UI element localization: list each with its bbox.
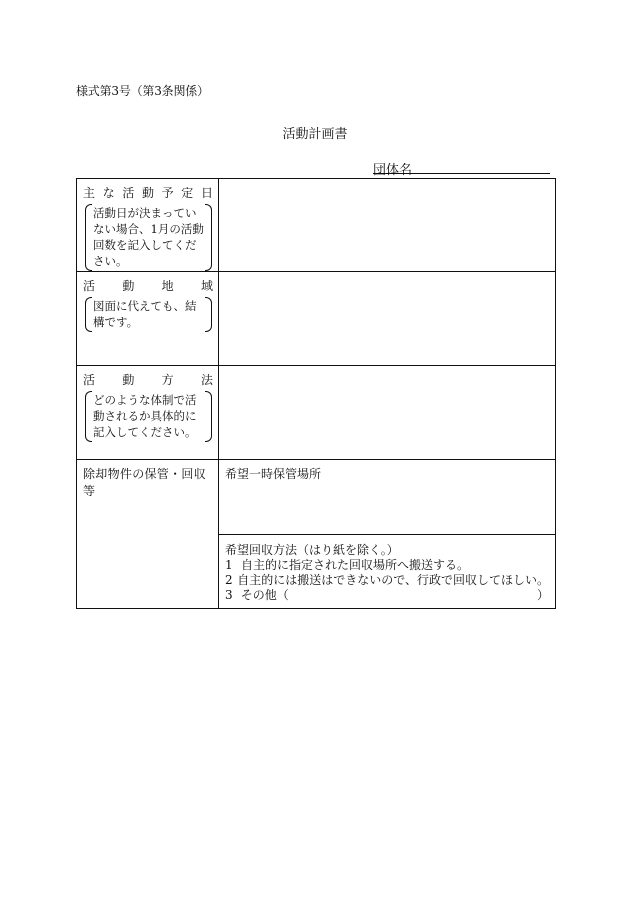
activity-dates-entry[interactable] <box>219 179 556 272</box>
collection-option-3[interactable] <box>225 588 549 603</box>
document-title: 活動計画書 <box>282 127 348 142</box>
storage-collection-label: 除却物件の保管・回収等 <box>83 467 207 498</box>
option-text: その他（ <box>240 588 289 602</box>
organization-name-line[interactable] <box>373 173 550 174</box>
collection-option-1[interactable] <box>225 558 549 573</box>
row-label-cell <box>77 366 219 460</box>
table-row <box>77 179 556 272</box>
activity-method-label: 活 動 方 法 <box>83 373 213 387</box>
table-row <box>77 366 556 460</box>
activity-dates-label: 主 な 活 動 予 定 日 <box>83 186 213 200</box>
activity-area-entry[interactable] <box>219 272 556 366</box>
row-label-cell <box>77 272 219 366</box>
collection-option-2[interactable] <box>225 573 549 588</box>
option-text: 自主的に指定された回収場所へ搬送する。 <box>241 558 470 572</box>
row-label-cell <box>77 460 219 609</box>
form-number: 様式第3号（第3条関係） <box>76 84 209 98</box>
table-row <box>77 272 556 366</box>
option-number: 2 <box>225 573 233 587</box>
organization-label: 団体名 <box>373 163 413 178</box>
collection-method-title: 希望回収方法（はり紙を除く。） <box>225 543 399 557</box>
option-close-paren: ） <box>536 588 549 602</box>
activity-method-entry[interactable] <box>219 366 556 460</box>
other-method-blank[interactable] <box>289 588 537 603</box>
activity-area-label: 活 動 地 域 <box>83 279 213 293</box>
activity-dates-note: 活動日が決まっていない場合、1月の活動回数を記入してください。 <box>85 204 212 271</box>
activity-method-note: どのような体制で活動されるか具体的に記入してください。 <box>85 391 212 442</box>
temporary-storage-entry[interactable] <box>219 460 556 535</box>
option-number: 1 <box>225 558 233 572</box>
activity-plan-table <box>76 178 556 609</box>
collection-method-cell <box>219 535 556 609</box>
table-row <box>77 460 556 535</box>
temporary-storage-label: 希望一時保管場所 <box>225 467 322 481</box>
option-number: 3 <box>225 588 233 602</box>
option-text: 自主的には搬送はできないので、行政で回収してほしい。 <box>237 573 549 587</box>
activity-area-note: 図面に代えても、結構です。 <box>85 297 212 332</box>
row-label-cell <box>77 179 219 272</box>
